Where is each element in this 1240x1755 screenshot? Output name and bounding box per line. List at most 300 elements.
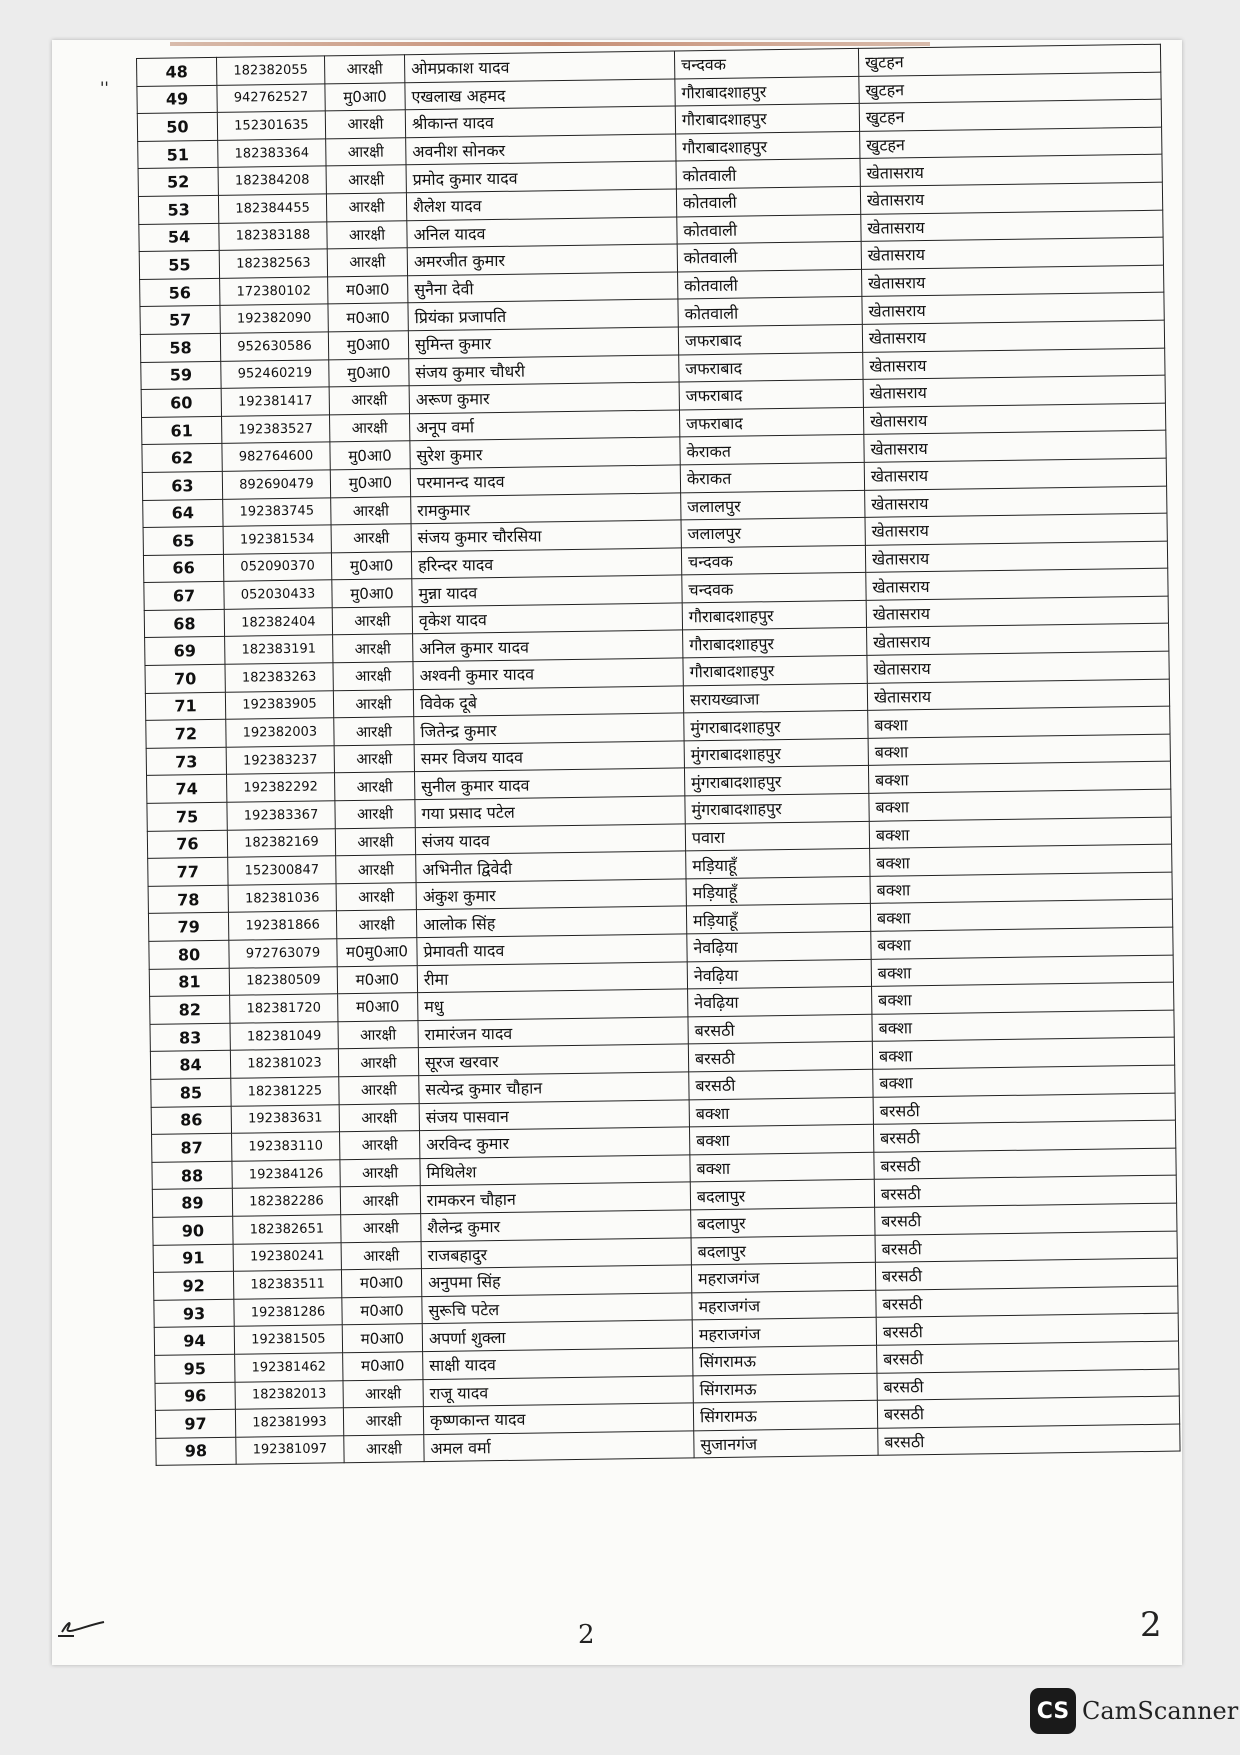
- rank-cell: मु0आ0: [329, 358, 409, 387]
- serial-number-cell: 64: [143, 499, 223, 528]
- posted-station-cell: बरसठी: [875, 1203, 1177, 1235]
- serial-number-cell: 50: [137, 113, 217, 142]
- employee-id-cell: 182381225: [231, 1077, 339, 1106]
- posted-station-cell: खेतासराय: [864, 430, 1166, 462]
- name-cell: सुरूचि पटेल: [422, 1293, 692, 1324]
- name-cell: सुनैना देवी: [408, 272, 678, 303]
- rank-cell: आरक्षी: [340, 1186, 420, 1215]
- rank-cell: आरक्षी: [331, 524, 411, 553]
- posted-station-cell: खुटहन: [859, 99, 1161, 131]
- serial-number-cell: 86: [151, 1106, 231, 1135]
- employee-id-cell: 192381417: [221, 387, 329, 416]
- current-station-cell: पवारा: [685, 821, 869, 851]
- posted-station-cell: बरसठी: [878, 1424, 1180, 1456]
- page-number-handwritten: 2: [1140, 1605, 1162, 1645]
- rank-cell: मु0आ0: [331, 551, 411, 580]
- serial-number-cell: 97: [155, 1409, 235, 1438]
- employee-id-cell: 192382292: [227, 773, 335, 802]
- rank-cell: म0आ0: [328, 303, 408, 332]
- posted-station-cell: बक्शा: [872, 1037, 1174, 1069]
- employee-id-cell: 182382404: [224, 608, 332, 637]
- current-station-cell: कोतवाली: [677, 214, 861, 244]
- rank-cell: आरक्षी: [336, 882, 416, 911]
- posted-station-cell: बक्शा: [870, 872, 1172, 904]
- name-cell: गया प्रसाद पटेल: [415, 796, 685, 827]
- current-station-cell: गौराबादशाहपुर: [676, 131, 860, 161]
- employee-id-cell: 182382651: [233, 1215, 341, 1244]
- posted-station-cell: बक्शा: [869, 817, 1171, 849]
- posted-station-cell: खेतासराय: [862, 265, 1164, 297]
- margin-mark: '': [100, 78, 109, 97]
- current-station-cell: मुंगराबादशाहपुर: [684, 711, 868, 741]
- current-station-cell: बरसठी: [688, 1042, 872, 1072]
- name-cell: अरूण कुमार: [409, 382, 679, 413]
- current-station-cell: कोतवाली: [678, 297, 862, 327]
- rank-cell: आरक्षी: [326, 193, 406, 222]
- name-cell: रीमा: [417, 961, 687, 992]
- posted-station-cell: खेतासराय: [863, 348, 1165, 380]
- serial-number-cell: 51: [138, 140, 218, 169]
- signature-mark: [54, 1610, 114, 1640]
- rank-cell: म0आ0: [342, 1324, 422, 1353]
- current-station-cell: बदलापुर: [690, 1180, 874, 1210]
- rank-cell: मु0आ0: [332, 579, 412, 608]
- posted-station-cell: बक्शा: [870, 844, 1172, 876]
- current-station-cell: जलालपुर: [681, 490, 865, 520]
- name-cell: अरविन्द कुमार: [420, 1127, 690, 1158]
- posted-station-cell: बक्शा: [871, 955, 1173, 987]
- serial-number-cell: 52: [138, 168, 218, 197]
- current-station-cell: सिंगरामऊ: [693, 1373, 877, 1403]
- posted-station-cell: खेतासराय: [865, 486, 1167, 518]
- rank-cell: म0आ0: [337, 965, 417, 994]
- serial-number-cell: 94: [154, 1327, 234, 1356]
- rank-cell: आरक्षी: [341, 1214, 421, 1243]
- serial-number-cell: 91: [153, 1244, 233, 1273]
- name-cell: आलोक सिंह: [416, 906, 686, 937]
- employee-id-cell: 052090370: [223, 553, 331, 582]
- current-station-cell: गौराबादशाहपुर: [675, 76, 859, 106]
- current-station-cell: सिंगरामऊ: [693, 1345, 877, 1375]
- serial-number-cell: 89: [152, 1189, 232, 1218]
- employee-id-cell: 192384126: [232, 1160, 340, 1189]
- serial-number-cell: 49: [137, 85, 217, 114]
- serial-number-cell: 84: [150, 1051, 230, 1080]
- serial-number-cell: 72: [146, 720, 226, 749]
- posted-station-cell: बक्शा: [868, 734, 1170, 766]
- employee-id-cell: 892690479: [222, 470, 330, 499]
- name-cell: अंकुश कुमार: [416, 879, 686, 910]
- employee-id-cell: 952630586: [220, 332, 328, 361]
- serial-number-cell: 48: [137, 57, 217, 86]
- posted-station-cell: बरसठी: [876, 1286, 1178, 1318]
- employee-id-cell: 192383527: [222, 415, 330, 444]
- posted-station-cell: खेतासराय: [860, 182, 1162, 214]
- posted-station-cell: बरसठी: [875, 1258, 1177, 1290]
- employee-id-cell: 152301635: [217, 111, 325, 140]
- name-cell: कृष्णकान्त यादव: [423, 1403, 693, 1434]
- posted-station-cell: बरसठी: [877, 1369, 1179, 1401]
- name-cell: संजय कुमार चौधरी: [409, 354, 679, 385]
- current-station-cell: कोतवाली: [676, 186, 860, 216]
- page-number: 2: [578, 1620, 595, 1650]
- rank-cell: आरक्षी: [338, 1020, 418, 1049]
- current-station-cell: मुंगराबादशाहपुर: [684, 766, 868, 796]
- serial-number-cell: 92: [153, 1271, 233, 1300]
- name-cell: जितेन्द्र कुमार: [414, 713, 684, 744]
- current-station-cell: महराजगंज: [692, 1290, 876, 1320]
- rank-cell: आरक्षी: [340, 1158, 420, 1187]
- employee-id-cell: 182383191: [225, 635, 333, 664]
- employee-id-cell: 182381036: [228, 884, 336, 913]
- posted-station-cell: खुटहन: [860, 127, 1162, 159]
- employee-id-cell: 192381534: [223, 525, 331, 554]
- name-cell: समर विजय यादव: [414, 741, 684, 772]
- serial-number-cell: 70: [145, 664, 225, 693]
- rank-cell: आरक्षी: [339, 1103, 419, 1132]
- name-cell: सत्येन्द्र कुमार चौहान: [419, 1072, 689, 1103]
- posted-station-cell: बक्शा: [870, 900, 1172, 932]
- employee-id-cell: 192383237: [226, 746, 334, 775]
- current-station-cell: गौराबादशाहपुर: [675, 104, 859, 134]
- posted-station-cell: बक्शा: [868, 762, 1170, 794]
- name-cell: रामारंजन यादव: [418, 1017, 688, 1048]
- current-station-cell: महराजगंज: [691, 1262, 875, 1292]
- serial-number-cell: 93: [154, 1299, 234, 1328]
- current-station-cell: चन्दवक: [682, 573, 866, 603]
- name-cell: राजबहादुर: [421, 1237, 691, 1268]
- name-cell: वृकेश यादव: [412, 603, 682, 634]
- current-station-cell: जफराबाद: [679, 380, 863, 410]
- current-station-cell: मड़ियाहूँ: [686, 849, 870, 879]
- employee-id-cell: 952460219: [221, 359, 329, 388]
- rank-cell: आरक्षी: [334, 745, 414, 774]
- serial-number-cell: 61: [142, 416, 222, 445]
- name-cell: अनिल यादव: [407, 217, 677, 248]
- name-cell: मुन्ना यादव: [412, 575, 682, 606]
- current-station-cell: केराकत: [680, 462, 864, 492]
- rank-cell: आरक्षी: [339, 1076, 419, 1105]
- current-station-cell: बदलापुर: [691, 1235, 875, 1265]
- name-cell: संजय यादव: [415, 824, 685, 855]
- name-cell: श्रीकान्त यादव: [405, 106, 675, 137]
- name-cell: अमरजीत कुमार: [407, 244, 677, 275]
- rank-cell: आरक्षी: [335, 827, 415, 856]
- posted-station-cell: खुटहन: [859, 72, 1161, 104]
- current-station-cell: सिंगरामऊ: [693, 1400, 877, 1430]
- serial-number-cell: 65: [143, 526, 223, 555]
- serial-number-cell: 82: [150, 995, 230, 1024]
- rank-cell: आरक्षी: [327, 248, 407, 277]
- rank-cell: आरक्षी: [343, 1407, 423, 1436]
- current-station-cell: जलालपुर: [681, 517, 865, 547]
- current-station-cell: कोतवाली: [677, 242, 861, 272]
- rank-cell: मु0आ0: [328, 331, 408, 360]
- name-cell: हरिन्दर यादव: [411, 548, 681, 579]
- name-cell: संजय पासवान: [419, 1099, 689, 1130]
- rank-cell: आरक्षी: [341, 1241, 421, 1270]
- posted-station-cell: बक्शा: [872, 1010, 1174, 1042]
- serial-number-cell: 63: [142, 471, 222, 500]
- rank-cell: आरक्षी: [331, 496, 411, 525]
- employee-id-cell: 182382055: [216, 56, 324, 85]
- rank-cell: आरक्षी: [335, 772, 415, 801]
- employee-id-cell: 942762527: [217, 83, 325, 112]
- employee-id-cell: 182382169: [227, 828, 335, 857]
- rank-cell: आरक्षी: [324, 55, 404, 84]
- employee-id-cell: 192381286: [234, 1297, 342, 1326]
- serial-number-cell: 74: [147, 775, 227, 804]
- current-station-cell: जफराबाद: [678, 324, 862, 354]
- current-station-cell: बरसठी: [689, 1069, 873, 1099]
- serial-number-cell: 79: [148, 913, 228, 942]
- name-cell: मिथिलेश: [420, 1155, 690, 1186]
- rank-cell: आरक्षी: [329, 413, 409, 442]
- name-cell: सूरज खरवार: [418, 1044, 688, 1075]
- name-cell: संजय कुमार चौरसिया: [411, 520, 681, 551]
- camscanner-text: CamScanner: [1082, 1697, 1239, 1725]
- name-cell: एखलाख अहमद: [405, 79, 675, 110]
- rank-cell: आरक्षी: [327, 220, 407, 249]
- name-cell: प्रियंका प्रजापति: [408, 299, 678, 330]
- transfer-table: [136, 44, 1181, 1466]
- employee-id-cell: 182381023: [230, 1049, 338, 1078]
- rank-cell: आरक्षी: [343, 1379, 423, 1408]
- posted-station-cell: खेतासराय: [861, 237, 1163, 269]
- serial-number-cell: 88: [152, 1161, 232, 1190]
- employee-id-cell: 182383188: [219, 221, 327, 250]
- rank-cell: मु0आ0: [330, 469, 410, 498]
- serial-number-cell: 56: [140, 278, 220, 307]
- employee-id-cell: 182381049: [230, 1022, 338, 1051]
- name-cell: सुमिन्त कुमार: [408, 327, 678, 358]
- rank-cell: आरक्षी: [335, 800, 415, 829]
- rank-cell: आरक्षी: [325, 110, 405, 139]
- posted-station-cell: खेतासराय: [867, 624, 1169, 656]
- employee-id-cell: 182382563: [219, 249, 327, 278]
- rank-cell: आरक्षी: [332, 607, 412, 636]
- serial-number-cell: 66: [143, 554, 223, 583]
- posted-station-cell: बक्शा: [868, 706, 1170, 738]
- serial-number-cell: 77: [148, 858, 228, 887]
- serial-number-cell: 55: [139, 251, 219, 280]
- name-cell: प्रेमावती यादव: [417, 934, 687, 965]
- serial-number-cell: 96: [155, 1382, 235, 1411]
- employee-id-cell: 192381866: [228, 911, 336, 940]
- serial-number-cell: 95: [155, 1354, 235, 1383]
- serial-number-cell: 80: [149, 940, 229, 969]
- name-cell: साक्षी यादव: [423, 1348, 693, 1379]
- posted-station-cell: खुटहन: [858, 44, 1160, 76]
- serial-number-cell: 85: [151, 1078, 231, 1107]
- employee-id-cell: 192381462: [235, 1353, 343, 1382]
- current-station-cell: बदलापुर: [691, 1207, 875, 1237]
- rank-cell: आरक्षी: [344, 1434, 424, 1463]
- serial-number-cell: 75: [147, 802, 227, 831]
- current-station-cell: जफराबाद: [679, 352, 863, 382]
- posted-station-cell: बरसठी: [874, 1175, 1176, 1207]
- employee-id-cell: 192383631: [231, 1104, 339, 1133]
- current-station-cell: केराकत: [680, 435, 864, 465]
- serial-number-cell: 87: [152, 1133, 232, 1162]
- posted-station-cell: खेतासराय: [867, 651, 1169, 683]
- current-station-cell: गौराबादशाहपुर: [682, 600, 866, 630]
- posted-station-cell: खेतासराय: [866, 568, 1168, 600]
- rank-cell: आरक्षी: [333, 662, 413, 691]
- serial-number-cell: 59: [141, 361, 221, 390]
- current-station-cell: कोतवाली: [676, 159, 860, 189]
- serial-number-cell: 54: [139, 223, 219, 252]
- serial-number-cell: 73: [146, 747, 226, 776]
- posted-station-cell: खेतासराय: [862, 293, 1164, 325]
- employee-id-cell: 192383110: [232, 1132, 340, 1161]
- name-cell: अभिनीत द्विवेदी: [416, 851, 686, 882]
- posted-station-cell: खेतासराय: [866, 596, 1168, 628]
- posted-station-cell: बक्शा: [871, 927, 1173, 959]
- posted-station-cell: खेतासराय: [863, 403, 1165, 435]
- rank-cell: आरक्षी: [326, 165, 406, 194]
- name-cell: रामकरन चौहान: [420, 1182, 690, 1213]
- rank-cell: मु0आ0: [330, 441, 410, 470]
- employee-id-cell: 182382286: [232, 1187, 340, 1216]
- current-station-cell: बरसठी: [688, 1014, 872, 1044]
- posted-station-cell: बरसठी: [873, 1093, 1175, 1125]
- serial-number-cell: 57: [140, 306, 220, 335]
- employee-id-cell: 192383367: [227, 801, 335, 830]
- name-cell: राजू यादव: [423, 1375, 693, 1406]
- posted-station-cell: बरसठी: [877, 1341, 1179, 1373]
- posted-station-cell: बरसठी: [873, 1120, 1175, 1152]
- name-cell: रामकुमार: [411, 492, 681, 523]
- rank-cell: आरक्षी: [336, 910, 416, 939]
- current-station-cell: मड़ियाहूँ: [686, 876, 870, 906]
- current-station-cell: कोतवाली: [678, 269, 862, 299]
- name-cell: अपर्णा शुक्ला: [422, 1320, 692, 1351]
- serial-number-cell: 83: [150, 1023, 230, 1052]
- current-station-cell: मुंगराबादशाहपुर: [685, 793, 869, 823]
- current-station-cell: गौराबादशाहपुर: [683, 655, 867, 685]
- serial-number-cell: 53: [138, 195, 218, 224]
- employee-id-cell: 182383364: [218, 139, 326, 168]
- current-station-cell: चन्दवक: [674, 48, 858, 78]
- current-station-cell: बक्शा: [689, 1124, 873, 1154]
- rank-cell: म0आ0: [338, 993, 418, 1022]
- name-cell: अश्वनी कुमार यादव: [413, 658, 683, 689]
- posted-station-cell: बक्शा: [869, 789, 1171, 821]
- employee-id-cell: 192383745: [223, 497, 331, 526]
- posted-station-cell: बक्शा: [872, 982, 1174, 1014]
- current-station-cell: सुजानगंज: [694, 1428, 878, 1458]
- rank-cell: आरक्षी: [334, 717, 414, 746]
- name-cell: प्रमोद कुमार यादव: [406, 161, 676, 192]
- serial-number-cell: 78: [148, 885, 228, 914]
- serial-number-cell: 69: [145, 637, 225, 666]
- employee-id-cell: 182383263: [225, 663, 333, 692]
- current-station-cell: बक्शा: [690, 1152, 874, 1182]
- posted-station-cell: खेतासराय: [867, 679, 1169, 711]
- rank-cell: म0आ0: [341, 1269, 421, 1298]
- rank-cell: आरक्षी: [333, 689, 413, 718]
- serial-number-cell: 60: [141, 388, 221, 417]
- current-station-cell: नेवढ़िया: [687, 931, 871, 961]
- employee-id-cell: 182381720: [230, 994, 338, 1023]
- current-station-cell: मड़ियाहूँ: [686, 904, 870, 934]
- employee-id-cell: 182382013: [235, 1380, 343, 1409]
- posted-station-cell: खेतासराय: [861, 210, 1163, 242]
- name-cell: अनिल कुमार यादव: [413, 630, 683, 661]
- camscanner-watermark: [1030, 1688, 1238, 1734]
- employee-id-cell: 192380241: [233, 1242, 341, 1271]
- employee-id-cell: 192381505: [234, 1325, 342, 1354]
- current-station-cell: बक्शा: [689, 1097, 873, 1127]
- name-cell: शैलेन्द्र कुमार: [421, 1210, 691, 1241]
- serial-number-cell: 76: [147, 830, 227, 859]
- serial-number-cell: 71: [145, 692, 225, 721]
- name-cell: सुनील कुमार यादव: [414, 768, 684, 799]
- name-cell: शैलेश यादव: [406, 189, 676, 220]
- posted-station-cell: बक्शा: [873, 1065, 1175, 1097]
- current-station-cell: मुंगराबादशाहपुर: [684, 738, 868, 768]
- employee-id-cell: 182380509: [229, 966, 337, 995]
- employee-id-cell: 982764600: [222, 442, 330, 471]
- transfer-table-body: [137, 44, 1181, 1465]
- rank-cell: मु0आ0: [325, 82, 405, 111]
- current-station-cell: नेवढ़िया: [687, 959, 871, 989]
- employee-id-cell: 192382090: [220, 304, 328, 333]
- posted-station-cell: खेतासराय: [864, 458, 1166, 490]
- rank-cell: आरक्षी: [338, 1048, 418, 1077]
- name-cell: मधु: [418, 989, 688, 1020]
- employee-id-cell: 192383905: [225, 690, 333, 719]
- employee-id-cell: 192381097: [236, 1435, 344, 1464]
- serial-number-cell: 90: [153, 1216, 233, 1245]
- employee-id-cell: 172380102: [220, 277, 328, 306]
- rank-cell: म0मु0आ0: [337, 938, 417, 967]
- rank-cell: आरक्षी: [333, 634, 413, 663]
- current-station-cell: महराजगंज: [692, 1318, 876, 1348]
- rank-cell: म0आ0: [328, 275, 408, 304]
- rank-cell: म0आ0: [343, 1352, 423, 1381]
- serial-number-cell: 68: [144, 609, 224, 638]
- current-station-cell: जफराबाद: [679, 407, 863, 437]
- employee-id-cell: 182384455: [218, 194, 326, 223]
- rank-cell: आरक्षी: [336, 855, 416, 884]
- serial-number-cell: 58: [140, 333, 220, 362]
- posted-station-cell: बरसठी: [874, 1148, 1176, 1180]
- posted-station-cell: बरसठी: [875, 1231, 1177, 1263]
- employee-id-cell: 052030433: [224, 580, 332, 609]
- employee-id-cell: 972763079: [229, 939, 337, 968]
- name-cell: विवेक दूबे: [413, 686, 683, 717]
- posted-station-cell: बरसठी: [877, 1396, 1179, 1428]
- name-cell: अवनीश सोनकर: [406, 134, 676, 165]
- current-station-cell: चन्दवक: [681, 545, 865, 575]
- serial-number-cell: 81: [149, 968, 229, 997]
- name-cell: अनूप वर्मा: [409, 410, 679, 441]
- rank-cell: आरक्षी: [340, 1131, 420, 1160]
- posted-station-cell: बरसठी: [876, 1313, 1178, 1345]
- employee-id-cell: 182383511: [233, 1270, 341, 1299]
- current-station-cell: गौराबादशाहपुर: [683, 628, 867, 658]
- name-cell: अनुपमा सिंह: [421, 1265, 691, 1296]
- posted-station-cell: खेतासराय: [865, 541, 1167, 573]
- name-cell: सुरेश कुमार: [410, 437, 680, 468]
- serial-number-cell: 98: [156, 1437, 236, 1466]
- rank-cell: आरक्षी: [326, 138, 406, 167]
- posted-station-cell: खेतासराय: [862, 320, 1164, 352]
- current-station-cell: सरायख्वाजा: [683, 683, 867, 713]
- posted-station-cell: खेतासराय: [860, 155, 1162, 187]
